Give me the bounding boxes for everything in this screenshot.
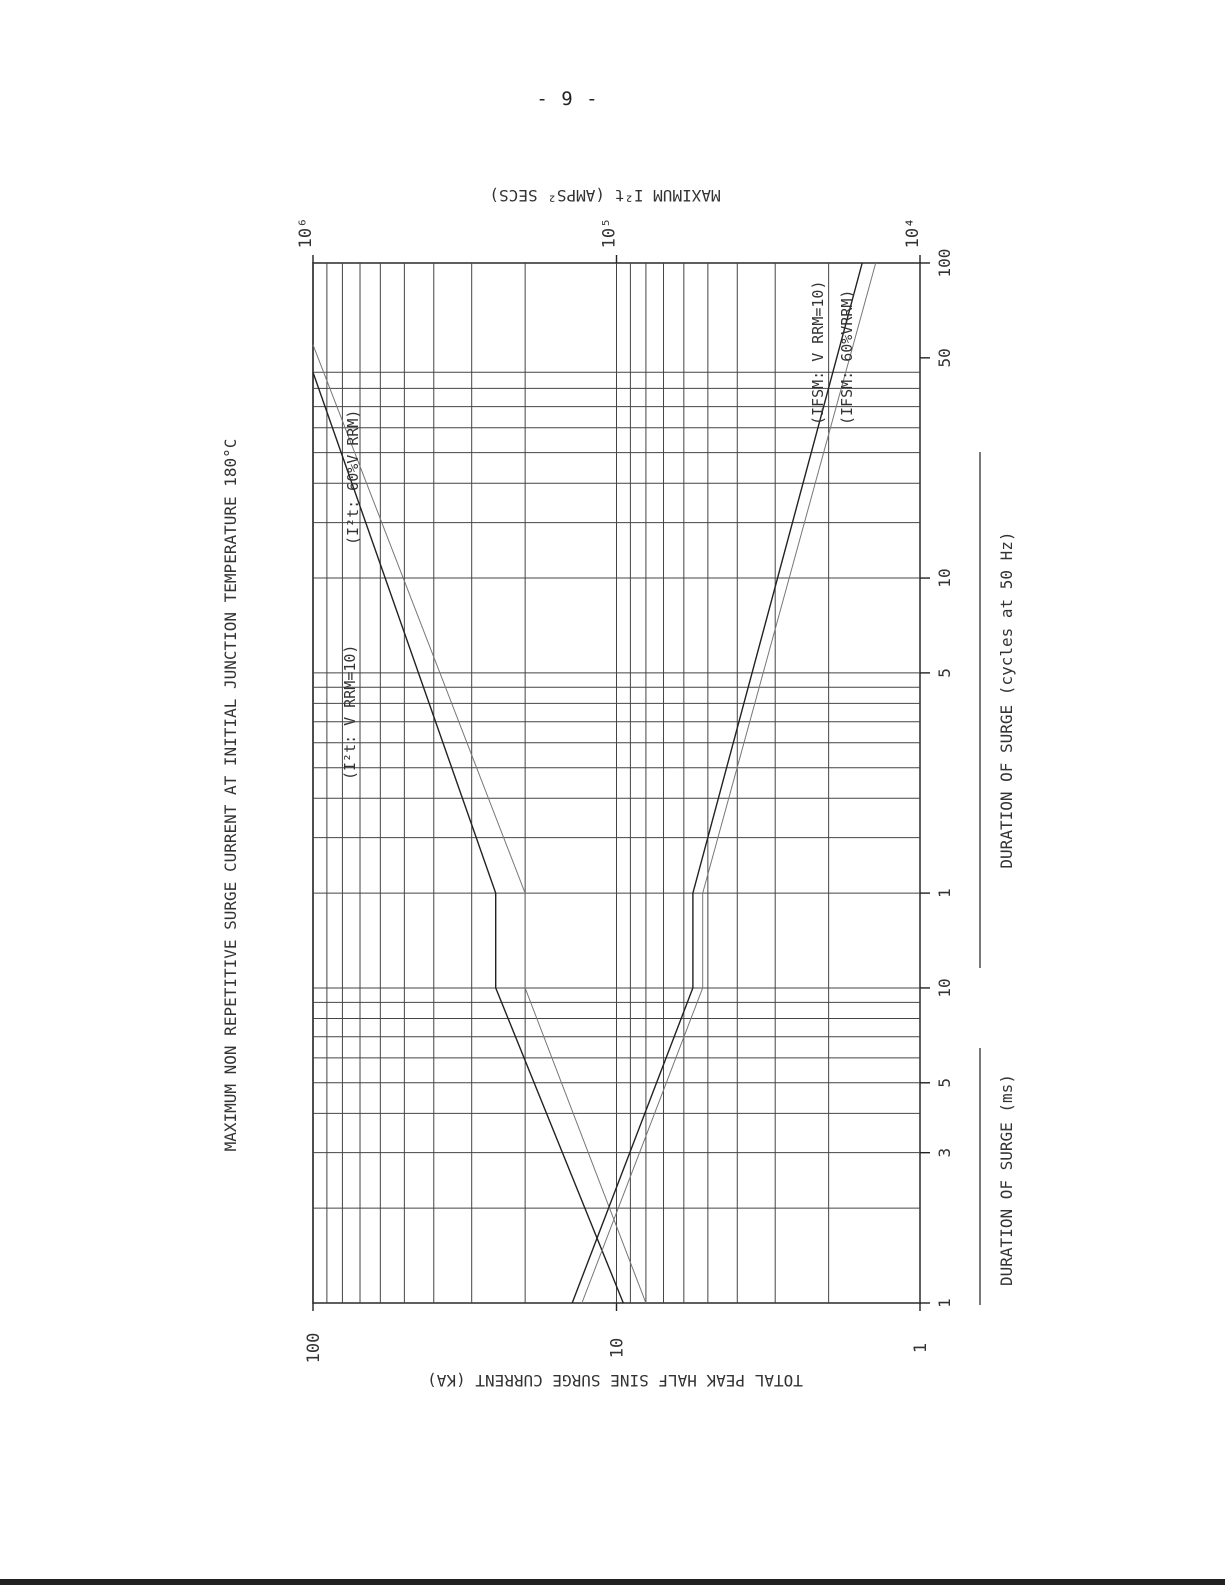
series-label: (IFSM: 60%VRRM) — [838, 289, 856, 425]
ms-axis-label: DURATION OF SURGE (ms) — [997, 1074, 1016, 1286]
right-axis-tick-label: 10⁵ — [599, 217, 620, 249]
chart-grid — [313, 263, 920, 1303]
page-number: - 9 - — [536, 88, 599, 110]
right-axis-tick-label: 10⁴ — [903, 217, 923, 249]
left-axis-tick-label: 100 — [304, 1332, 324, 1364]
chart-title: MAXIMUM NON REPETITIVE SURGE CURRENT AT INITIAL JUNCTION TEMPERATURE 180°C — [221, 438, 240, 1152]
left-axis-tick-label: 1 — [911, 1342, 931, 1354]
cycles-axis-label: DURATION OF SURGE (cycles at 50 Hz) — [997, 531, 1016, 869]
cycles-axis-tick-label: 10 — [935, 568, 954, 588]
cycles-axis-tick-label: 50 — [935, 348, 954, 368]
series-label: (I²t: V RRM=10) — [341, 644, 359, 780]
series-line — [313, 345, 646, 1303]
cycles-axis-tick-label: 5 — [935, 668, 954, 678]
series-label: (IFSM: V RRM=10) — [809, 280, 827, 425]
ms-axis-tick-label: 1 — [935, 1298, 954, 1308]
ms-axis-tick-label: 10 — [935, 978, 954, 998]
left-axis-tick-label: 10 — [607, 1337, 628, 1359]
series-label: (I²t: 60%V RRM) — [344, 409, 362, 545]
right-axis-label: MAXIMUM I²t (AMPS² SECS) — [489, 186, 721, 205]
right-axis-tick-label: 10⁶ — [296, 217, 316, 249]
chart-axis-labels — [221, 186, 1016, 1390]
ms-axis-tick-label: 3 — [935, 1147, 954, 1158]
left-axis-label: TOTAL PEAK HALF SINE SURGE CURRENT (KA) — [427, 1371, 803, 1390]
series-line — [582, 263, 876, 1303]
cycles-axis-tick-label: 100 — [935, 248, 954, 278]
chart-series — [313, 263, 876, 1303]
cycles-axis-tick-label: 1 — [935, 888, 954, 898]
ms-axis-tick-label: 5 — [935, 1077, 954, 1088]
page-bottom-rule — [0, 1579, 1225, 1585]
